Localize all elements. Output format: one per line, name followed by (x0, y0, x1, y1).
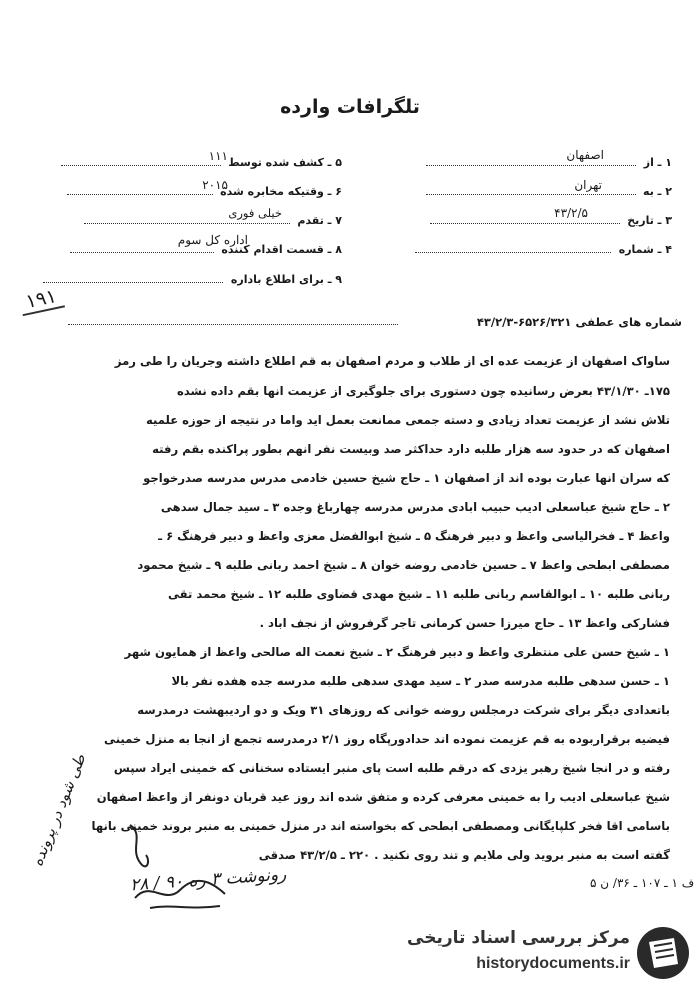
header-number-label: ۴ ـ شماره (618, 243, 672, 256)
body-line: فیضیه برقراربوده به قم عزیمت نموده اند حدادورپگاه روز ۲/۱ درمدرسه تجمع از انجا به منزل خمینی (103, 732, 670, 746)
archive-logo-icon (634, 924, 692, 982)
body-line: رفته و در انجا شیخ رهبر یزدی که درقم طلبه است پای منبر ایستاده سخنانی که خمینی ایراد سپس (113, 761, 670, 775)
body-line: ساواک اصفهان از عزیمت عده ای از طلاب و مردم اصفهان به قم اطلاع داشته وجریان را طی رمز (114, 354, 670, 368)
body-line: ربانی طلبه ۱۰ ـ ابوالقاسم ربانی طلبه ۱۱ ـ شیخ مهدی قضاوی طلبه ۱۲ ـ شیخ محمد تقی (167, 587, 670, 601)
body-line: واعظ ۴ ـ فخرالیاسی واعظ و دبیر فرهنگ ۵ ـ شیخ ابوالفضل معزی واعظ و دبیر فرهنگ ۶ ـ (158, 529, 670, 543)
watermark-persian-text: مرکز بررسی اسناد تاریخی (407, 928, 630, 948)
body-line: شیخ عباسعلی ادیب را به خمینی معرفی کرده و متفق شده اند روز عید قربان دونفر از واعظ اصفهان (96, 790, 670, 804)
reference-numbers: شماره های عطفی ۶۵۲۶/۳۲۱-۴۳/۲/۳ (476, 315, 682, 329)
header-decoded-by-value: ۱۱۱ (208, 149, 228, 163)
file-code: ف ۱ ـ ۱۰۷ ـ ۳۶/ ن ۵ (590, 876, 695, 890)
header-transmitted-label: ۶ ـ وقتیکه مخابره شده (220, 185, 342, 198)
margin-page-number: ۱۹۱ (18, 284, 65, 316)
header-from-value: اصفهان (566, 148, 604, 162)
header-date-value: ۴۳/۲/۵ (554, 206, 588, 220)
header-date (426, 213, 672, 227)
header-to-label: ۲ ـ به (643, 185, 672, 198)
archive-watermark (407, 924, 692, 982)
watermark-url-text: historydocuments.ir (476, 955, 630, 972)
handwritten-mark (120, 820, 160, 880)
header-from (422, 155, 672, 169)
body-line: باتعدادی دیگر برای شرکت درمجلس روضه خوانی که روزهای ۳۱ ویک و دو اردیبهشت درمدرسه (137, 703, 670, 717)
header-transmitted-value: ۲۰۱۵ (202, 178, 228, 192)
header-number (411, 242, 672, 256)
header-date-label: ۳ ـ تاریخ (627, 214, 672, 227)
body-line: گفته است به منبر بروید ولی ملایم و تند روی نکنید . ۲۲۰ ـ ۴۳/۲/۵ صدقی (258, 848, 670, 862)
header-decoded-by (57, 155, 342, 169)
body-line: ۱ ـ شیخ حسن علی منتظری واعظ و دبیر فرهنگ ۲ ـ شیخ نعمت اله صالحی واعظ از همایون شهر (124, 645, 670, 659)
body-line: ۲ ـ حاج شیخ عباسعلی ادیب حبیب ابادی مدرس مدرسه چهارباغ وجده ۳ ـ سید جمال سدهی (160, 500, 670, 514)
header-priority (80, 213, 342, 227)
body-line: ۱۷۵ـ ۴۳/۱/۳۰ بعرض رسانیده چون دستوری برای جلوگیری از عزیمت انها بقم داده نشده (176, 384, 670, 398)
header-info-to (39, 272, 342, 286)
body-line: تلاش نشد از عزیمت تعداد زیادی و دسته جمعی ممانعت بعمل اید واما در نتیجه از حوزه علمیه (145, 413, 670, 427)
header-from-label: ۱ ـ از (643, 156, 672, 169)
header-priority-label: ۷ ـ تقدم (297, 214, 342, 227)
header-to-value: تهران (574, 178, 602, 192)
header-action-dept-label: ۸ ـ قسمت اقدام کننده (221, 243, 342, 256)
body-line: اصفهان که در حدود سه هزار طلبه دارد حداکثر صد وبیست نفر انهم بطور پراکنده بقم رفته (152, 442, 670, 456)
header-decoded-by-label: ۵ ـ کشف شده توسط (228, 156, 342, 169)
header-to (422, 184, 672, 198)
body-line: فشارکی واعظ ۱۳ ـ حاج میرزا حسن کرمانی تاجر گرفروش از نجف اباد . (259, 616, 670, 630)
body-line: باسامی اقا فخر کلپایگانی ومصطفی ابطحی که بخواسته اند در منزل خمینی به منبر بروند خمینی بانها (91, 819, 670, 833)
document-title: تلگرافات وارده (280, 96, 420, 118)
header-action-dept-value: اداره کل سوم (177, 233, 248, 247)
body-line: ۱ ـ حسن سدهی طلبه مدرسه صدر ۲ ـ سید مهدی سدهی طلبه مدرسه جده هفده نفر بالا (171, 674, 670, 688)
handwritten-margin-note: طی شود در پرونده (28, 751, 90, 869)
handwritten-distribution-note: رونوشت ۳ ره ۹۰ / ۲۸ (129, 864, 287, 896)
header-info-to-label: ۹ ـ برای اطلاع باداره (230, 273, 342, 286)
header-priority-value: خیلی فوری (228, 206, 282, 220)
body-line: مصطفی ابطحی واعظ ۷ ـ حسین خادمی روضه خوان ۸ ـ شیخ احمد ربانی طلبه ۹ ـ شیخ محمود (137, 558, 670, 572)
reference-dotted-line (68, 324, 398, 325)
body-line: که سران انها عبارت بوده اند از اصفهان ۱ ـ حاج شیخ حسین خادمی مدرس مدرسه صدرخواجو (143, 471, 670, 485)
